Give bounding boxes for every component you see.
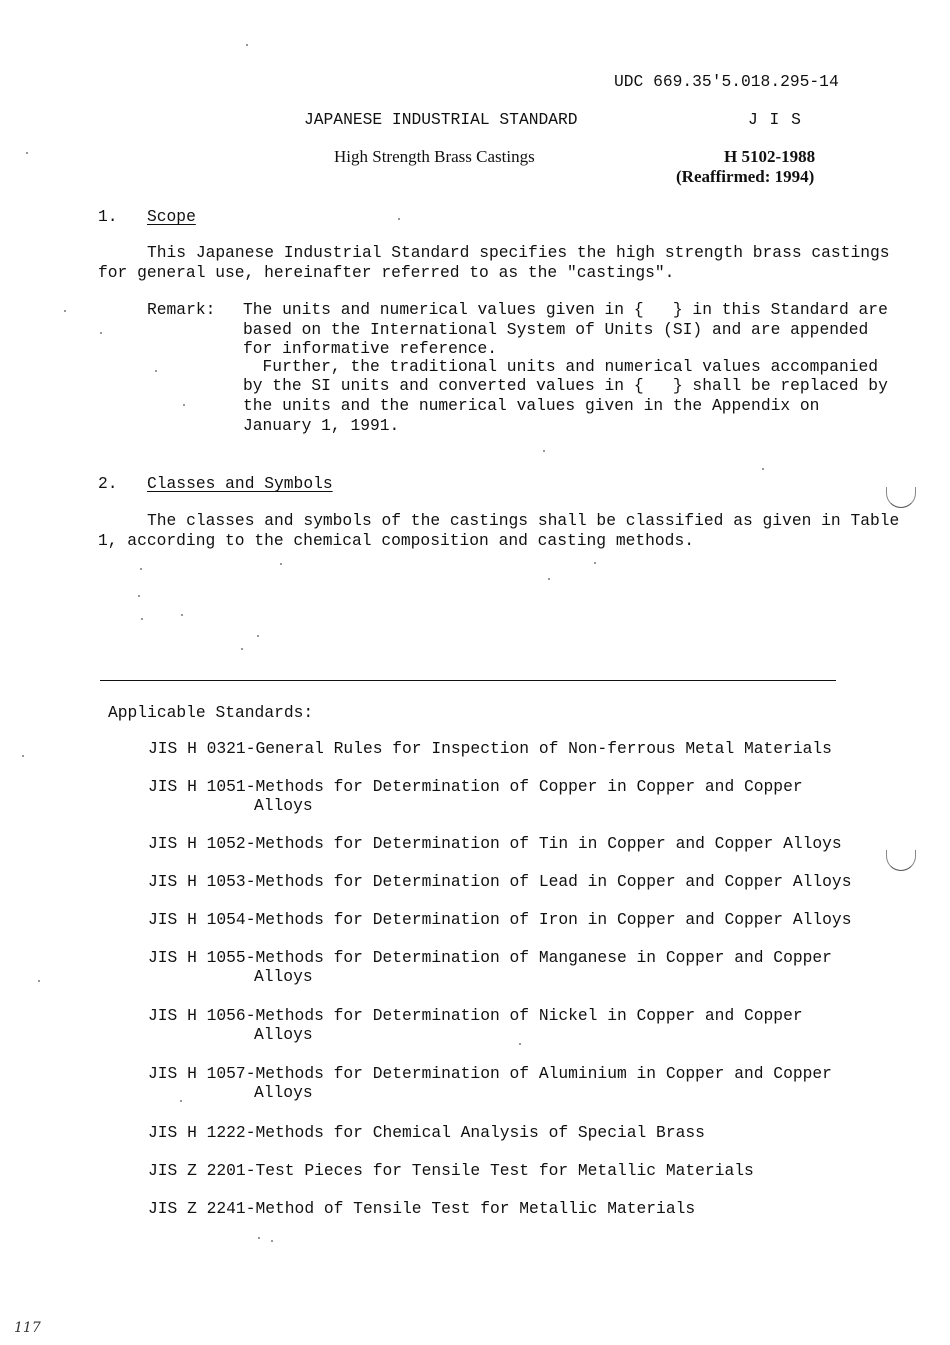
section-2-number: 2. xyxy=(98,474,118,493)
remark-label: Remark: xyxy=(147,300,216,319)
scope-paragraph-line-1: This Japanese Industrial Standard specifies the high strength brass castings xyxy=(147,243,890,262)
standard-item-continuation: Alloys xyxy=(254,1083,313,1102)
remark-line: by the SI units and converted values in { } shall be replaced by xyxy=(243,376,888,395)
standard-item-line: JIS H 1051-Methods for Determination of Copper in Copper and Copper xyxy=(148,777,803,796)
scan-speck xyxy=(183,404,185,406)
scan-speck xyxy=(181,614,183,616)
scope-paragraph-line-2: for general use, hereinafter referred to as the "castings". xyxy=(98,263,675,282)
scan-speck xyxy=(548,578,550,580)
remark-line: the units and the numerical values given in the Appendix on xyxy=(243,396,820,415)
scan-speck xyxy=(100,332,102,334)
scan-speck xyxy=(280,563,282,565)
standard-item xyxy=(148,1123,705,1142)
standard-item-continuation: Alloys xyxy=(254,967,313,986)
standard-item-line: JIS H 0321-General Rules for Inspection of Non-ferrous Metal Materials xyxy=(148,739,832,758)
section-1-heading: Scope xyxy=(147,207,196,226)
scan-speck xyxy=(257,635,259,637)
standard-item xyxy=(148,834,842,853)
standard-item xyxy=(148,777,803,815)
standard-item-continuation: Alloys xyxy=(254,796,313,815)
section-2-heading: Classes and Symbols xyxy=(147,474,333,493)
standard-item xyxy=(148,739,832,758)
scan-speck xyxy=(241,648,243,650)
remark-line: The units and numerical values given in { } in this Standard are xyxy=(243,300,888,319)
scan-speck xyxy=(258,1237,260,1239)
classes-paragraph-line-1: The classes and symbols of the castings shall be classified as given in Table xyxy=(147,511,900,530)
scan-speck xyxy=(519,1043,521,1045)
jis-mark: J I S xyxy=(748,110,802,129)
scan-speck xyxy=(138,595,140,597)
scan-speck xyxy=(398,218,400,220)
standard-item xyxy=(148,1199,695,1218)
binder-hole-icon xyxy=(886,487,916,508)
scan-speck xyxy=(594,562,596,564)
scan-speck xyxy=(246,44,248,46)
standard-item-line: JIS H 1053-Methods for Determination of Lead in Copper and Copper Alloys xyxy=(148,872,852,891)
document-title: High Strength Brass Castings xyxy=(334,147,535,166)
standard-item xyxy=(148,1006,803,1044)
standard-item-line: JIS H 1222-Methods for Chemical Analysis of Special Brass xyxy=(148,1123,705,1142)
standard-item-line: JIS Z 2201-Test Pieces for Tensile Test for Metallic Materials xyxy=(148,1161,754,1180)
standard-item-line: JIS H 1052-Methods for Determination of Tin in Copper and Copper Alloys xyxy=(148,834,842,853)
standard-item-continuation: Alloys xyxy=(254,1025,313,1044)
standard-item xyxy=(148,872,851,891)
scan-speck xyxy=(22,755,24,757)
scan-speck xyxy=(155,370,157,372)
scan-speck xyxy=(543,450,545,452)
standard-item xyxy=(148,1161,754,1180)
scan-speck xyxy=(762,468,764,470)
udc-code: UDC 669.35'5.018.295-14 xyxy=(614,72,839,91)
scan-speck xyxy=(64,310,66,312)
standard-item xyxy=(148,1064,832,1102)
classes-paragraph-line-2: 1, according to the chemical composition and casting methods. xyxy=(98,531,694,550)
scan-speck xyxy=(26,152,28,154)
scan-speck xyxy=(141,618,143,620)
remark-line: for informative reference. xyxy=(243,339,498,358)
scan-speck xyxy=(140,568,142,570)
remark-line: Further, the traditional units and numerical values accompanied xyxy=(243,357,879,376)
scan-speck xyxy=(38,980,40,982)
standard-item-line: JIS H 1054-Methods for Determination of Iron in Copper and Copper Alloys xyxy=(148,910,852,929)
applicable-standards-heading: Applicable Standards: xyxy=(108,703,314,722)
standard-item xyxy=(148,910,851,929)
standard-number: H 5102-1988 xyxy=(724,147,816,166)
reaffirmed-date: (Reaffirmed: 1994) xyxy=(676,167,815,186)
standard-item-line: JIS H 1057-Methods for Determination of Aluminium in Copper and Copper xyxy=(148,1064,832,1083)
remark-line: January 1, 1991. xyxy=(243,416,400,435)
scan-speck xyxy=(180,1100,182,1102)
standard-item-line: JIS H 1056-Methods for Determination of Nickel in Copper and Copper xyxy=(148,1006,803,1025)
remark-line: based on the International System of Units (SI) and are appended xyxy=(243,320,869,339)
standard-organization: JAPANESE INDUSTRIAL STANDARD xyxy=(304,110,578,129)
scan-speck xyxy=(271,1240,273,1242)
standard-item xyxy=(148,948,832,986)
horizontal-rule xyxy=(100,680,836,681)
standard-item-line: JIS H 1055-Methods for Determination of Manganese in Copper and Copper xyxy=(148,948,832,967)
page-number: 117 xyxy=(14,1320,41,1336)
binder-hole-icon xyxy=(886,850,916,871)
section-1-number: 1. xyxy=(98,207,118,226)
standard-item-line: JIS Z 2241-Method of Tensile Test for Metallic Materials xyxy=(148,1199,696,1218)
